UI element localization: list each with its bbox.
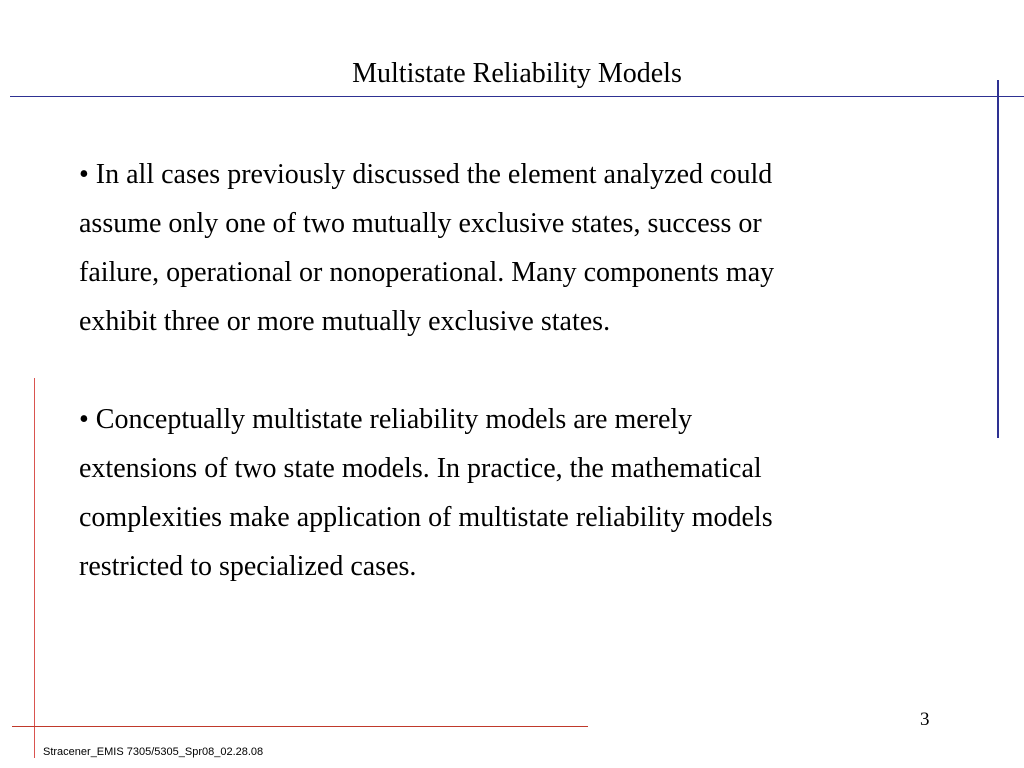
left-vertical-line bbox=[34, 378, 35, 758]
bottom-divider-line bbox=[12, 726, 588, 727]
slide-body bbox=[79, 150, 979, 591]
right-vertical-line bbox=[997, 80, 999, 438]
bullet-paragraph: • Conceptually multistate reliability models are merely extensions of two state models. In practice, the mathematical complexities make application of multistate reliability models restricted to specialized cases. bbox=[79, 404, 773, 582]
footer-text: Stracener_EMIS 7305/5305_Spr08_02.28.08 bbox=[43, 746, 264, 758]
top-divider-line bbox=[10, 96, 1024, 97]
slide-title: Multistate Reliability Models bbox=[352, 58, 682, 89]
page-number: 3 bbox=[920, 709, 930, 730]
bullet-paragraph: • In all cases previously discussed the element analyzed could assume only one of two mutually exclusive states, success or failure, operational or nonoperational. Many components may exhibit three or more mutually exclusive states. bbox=[79, 159, 775, 337]
